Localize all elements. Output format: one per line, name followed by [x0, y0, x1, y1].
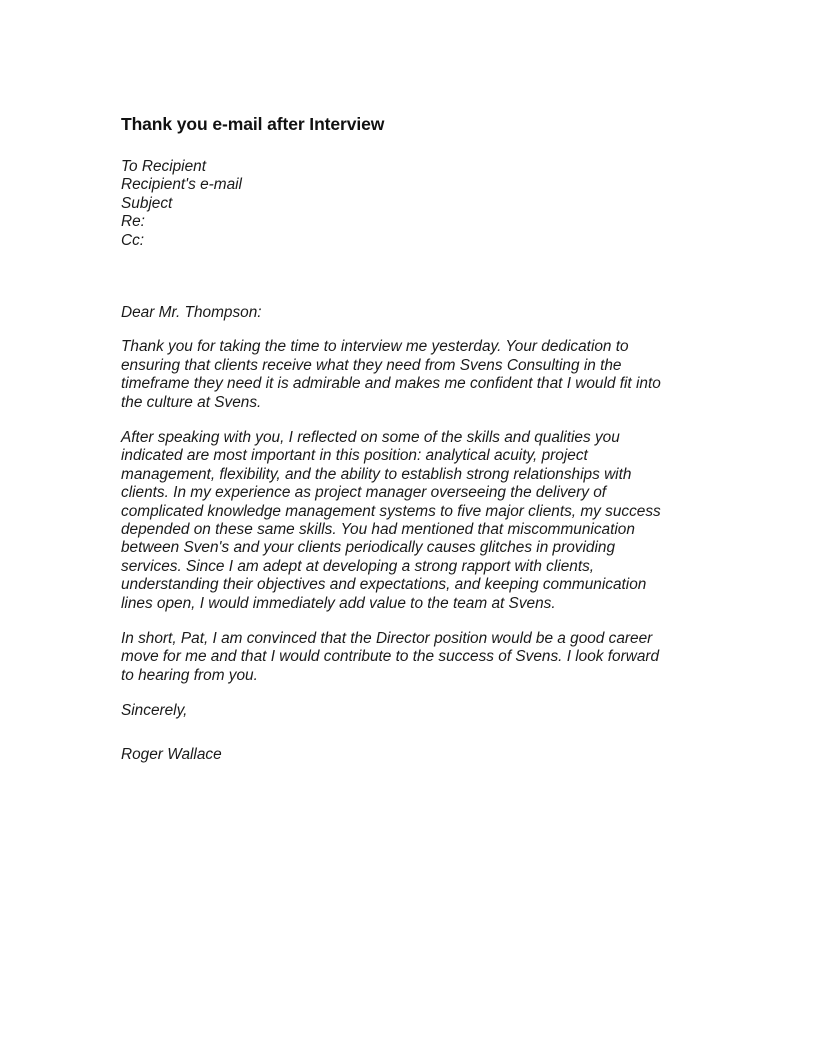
paragraph-thanks: Thank you for taking the time to interview me yesterday. Your dedication to ensuring that clients receive what they need from Svens Consulting in the timeframe they need it is admirable and makes me confident that I would fit into the culture at Svens.	[121, 338, 661, 411]
signature: Roger Wallace	[121, 745, 222, 763]
closing: Sincerely,	[121, 702, 188, 720]
cc-field: Cc:	[121, 231, 145, 249]
salutation: Dear Mr. Thompson:	[121, 303, 262, 321]
document-title: Thank you e-mail after Interview	[121, 114, 385, 134]
recipient-email-field: Recipient's e-mail	[121, 176, 242, 194]
paragraph-skills: After speaking with you, I reflected on some of the skills and qualities you indicated are most important in this position: analytical acuity, project management, flexibility, and the ability to establish strong relationships with clients. In my experience as project manager overseeing the delivery of complicated knowledge management systems to five major clients, my success depended on these same skills. You had mentioned that miscommunication between Sven's and your clients periodically causes glitches in providing services. Since I am adept at developing a strong rapport with clients, understanding their objectives and expectations, and keeping communication lines open, I would immediately add value to the team at Svens.	[121, 428, 661, 612]
subject-field: Subject	[121, 194, 173, 212]
email-header-fields	[121, 158, 696, 250]
re-field: Re:	[121, 213, 145, 231]
letter-page	[121, 113, 696, 764]
paragraph-conclusion: In short, Pat, I am convinced that the Director position would be a good career move for me and that I would contribute to the success of Svens. I look forward to hearing from you.	[121, 630, 660, 684]
to-recipient-field: To Recipient	[121, 158, 206, 175]
